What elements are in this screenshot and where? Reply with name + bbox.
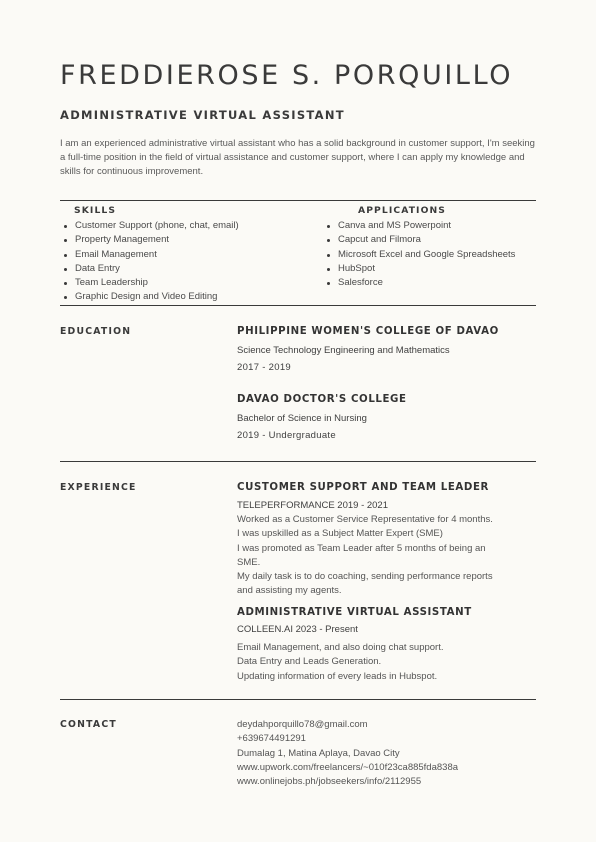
list-item: Graphic Design and Video Editing (60, 290, 310, 304)
program-name: Science Technology Engineering and Mathematics (237, 345, 450, 356)
experience-entry-2 (237, 607, 472, 684)
list-item: Email Management (60, 248, 310, 262)
upwork-link[interactable]: www.upwork.com/freelancers/~010f23ca885fda838a (237, 761, 459, 773)
education-years: 2019 - Undergraduate (237, 430, 336, 441)
list-item: HubSpot (323, 262, 545, 276)
divider-skills-bottom (60, 305, 536, 306)
description-line: I was promoted as Team Leader after 5 months of being an (237, 542, 486, 554)
experience-description (237, 513, 493, 599)
applications-heading: APPLICATIONS (358, 205, 446, 216)
description-line: My daily task is to do coaching, sending performance reports (237, 571, 493, 583)
skills-section (60, 205, 310, 305)
divider-skills-top (60, 200, 536, 201)
program-name: Bachelor of Science in Nursing (237, 413, 367, 424)
list-item: Capcut and Filmora (323, 233, 545, 247)
divider-experience (60, 699, 536, 700)
list-item: Property Management (60, 233, 310, 247)
list-item: Canva and MS Powerpoint (323, 219, 545, 233)
company-dates: TELEPERFORMANCE 2019 - 2021 (237, 500, 389, 511)
experience-entry-1 (237, 482, 493, 599)
list-item: Salesforce (323, 276, 545, 290)
skills-heading: SKILLS (74, 205, 117, 216)
contact-label: CONTACT (60, 719, 117, 730)
list-item: Data Entry (60, 262, 310, 276)
contact-details (237, 718, 458, 789)
description-line: Email Management, and also doing chat support. (237, 642, 444, 653)
list-item: Microsoft Excel and Google Spreadsheets (323, 248, 545, 262)
contact-phone: +639674491291 (237, 733, 306, 745)
list-item: Customer Support (phone, chat, email) (60, 219, 310, 233)
education-entry-2 (237, 394, 407, 441)
job-title: ADMINISTRATIVE VIRTUAL ASSISTANT (60, 108, 345, 122)
skills-list (60, 219, 310, 305)
description-line: Updating information of every leads in Hubspot. (237, 670, 438, 682)
position-title: CUSTOMER SUPPORT AND TEAM LEADER (237, 482, 489, 493)
divider-education (60, 461, 536, 462)
applications-section (323, 205, 545, 290)
education-entry-1 (237, 326, 499, 373)
summary-paragraph: I am an experienced administrative virtual assistant who has a solid background in customer support, I'm seeking a full-time position in the field of virtual assistance and customer support, where I can apply my knowledge and skills for continuous improvement. (60, 138, 535, 178)
list-item: Team Leadership (60, 276, 310, 290)
onlinejobs-link[interactable]: www.onlinejobs.ph/jobseekers/info/2112955 (237, 776, 422, 788)
candidate-name: FREDDIEROSE S. PORQUILLO (60, 60, 514, 91)
school-name: PHILIPPINE WOMEN'S COLLEGE OF DAVAO (237, 326, 499, 337)
education-label: EDUCATION (60, 326, 132, 337)
description-line: I was upskilled as a Subject Matter Expert (SME) (237, 528, 443, 540)
position-title: ADMINISTRATIVE VIRTUAL ASSISTANT (237, 607, 472, 618)
company-dates: COLLEEN.AI 2023 - Present (237, 624, 358, 635)
experience-label: EXPERIENCE (60, 482, 137, 493)
experience-description (237, 641, 472, 684)
description-line: and assisting my agents. (237, 585, 342, 597)
description-line: Data Entry and Leads Generation. (237, 656, 382, 668)
contact-address: Dumalag 1, Matina Aplaya, Davao City (237, 747, 400, 759)
description-line: Worked as a Customer Service Representative for 4 months. (237, 514, 493, 525)
applications-list (323, 219, 545, 290)
education-years: 2017 - 2019 (237, 362, 292, 373)
school-name: DAVAO DOCTOR'S COLLEGE (237, 394, 407, 405)
contact-email[interactable]: deydahporquillo78@gmail.com (237, 719, 368, 730)
description-line: SME. (237, 556, 261, 568)
